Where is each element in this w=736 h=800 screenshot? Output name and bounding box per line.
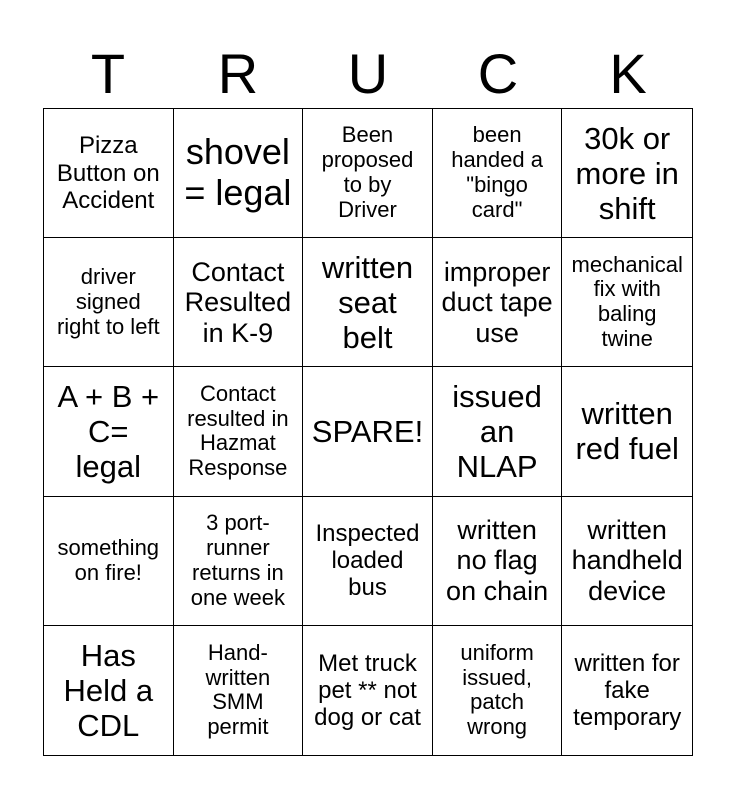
cell-text: written no flag on chain bbox=[446, 514, 549, 606]
bingo-cell-r5c5[interactable] bbox=[562, 626, 692, 755]
cell-text: driver signed right to left bbox=[56, 264, 160, 339]
bingo-cell-r2c3[interactable] bbox=[303, 238, 433, 367]
bingo-cell-r4c2[interactable] bbox=[174, 497, 304, 626]
cell-text: Hand- written SMM permit bbox=[205, 639, 271, 740]
cell-text: SPARE! bbox=[311, 413, 424, 449]
bingo-cell-r1c3[interactable] bbox=[303, 109, 433, 238]
bingo-cell-r4c1[interactable] bbox=[44, 497, 174, 626]
bingo-cell-r5c2[interactable] bbox=[174, 626, 304, 755]
header-letter-t: T bbox=[90, 42, 126, 105]
cell-text: written for fake temporary bbox=[573, 649, 682, 731]
cell-text: Been proposed to by Driver bbox=[321, 122, 414, 222]
bingo-cell-r3c5[interactable] bbox=[562, 367, 692, 496]
cell-text: A + B + C= legal bbox=[57, 378, 160, 484]
bingo-cell-r4c5[interactable] bbox=[562, 497, 692, 626]
bingo-cell-r5c4[interactable] bbox=[433, 626, 563, 755]
bingo-cell-r1c2[interactable] bbox=[174, 109, 304, 238]
cell-text: Contact Resulted in K-9 bbox=[184, 256, 292, 348]
cell-text: Inspected loaded bus bbox=[315, 520, 420, 602]
bingo-header bbox=[43, 40, 693, 108]
header-letter-k: K bbox=[609, 42, 647, 105]
cell-text: something on fire! bbox=[57, 534, 160, 585]
bingo-cell-r3c4[interactable] bbox=[433, 367, 563, 496]
bingo-cell-r2c2[interactable] bbox=[174, 238, 304, 367]
bingo-cell-r2c5[interactable] bbox=[562, 238, 692, 367]
bingo-cell-r1c1[interactable] bbox=[44, 109, 174, 238]
bingo-cell-r5c1[interactable] bbox=[44, 626, 174, 755]
cell-text: written handheld device bbox=[571, 514, 683, 606]
cell-text: written red fuel bbox=[575, 396, 679, 467]
bingo-cell-r4c3[interactable] bbox=[303, 497, 433, 626]
cell-text: 3 port- runner returns in one week bbox=[190, 509, 285, 610]
cell-text: been handed a "bingo card" bbox=[451, 122, 543, 222]
header-letter-r: R bbox=[217, 42, 259, 105]
cell-text: 30k or more in shift bbox=[575, 120, 679, 226]
bingo-cell-r2c1[interactable] bbox=[44, 238, 174, 367]
cell-text: improper duct tape use bbox=[441, 256, 553, 348]
cell-text: issued an NLAP bbox=[452, 378, 542, 484]
bingo-cell-r3c3-free[interactable] bbox=[303, 367, 433, 496]
cell-text: uniform issued, patch wrong bbox=[460, 639, 534, 740]
header-letter-c: C bbox=[477, 42, 519, 105]
cell-text: written seat belt bbox=[321, 249, 414, 355]
bingo-cell-r5c3[interactable] bbox=[303, 626, 433, 755]
bingo-cell-r1c5[interactable] bbox=[562, 109, 692, 238]
cell-text: Pizza Button on Accident bbox=[56, 132, 160, 214]
bingo-cell-r4c4[interactable] bbox=[433, 497, 563, 626]
cell-text: shovel = legal bbox=[184, 131, 292, 214]
cell-text: Has Held a CDL bbox=[63, 637, 154, 743]
bingo-cell-r1c4[interactable] bbox=[433, 109, 563, 238]
bingo-cell-r3c1[interactable] bbox=[44, 367, 174, 496]
cell-text: mechanical fix with baling twine bbox=[571, 251, 683, 352]
bingo-cell-r3c2[interactable] bbox=[174, 367, 304, 496]
bingo-cell-r2c4[interactable] bbox=[433, 238, 563, 367]
bingo-grid bbox=[43, 108, 693, 756]
cell-text: Met truck pet ** not dog or cat bbox=[314, 649, 421, 731]
cell-text: Contact resulted in Hazmat Response bbox=[187, 380, 289, 481]
header-letter-u: U bbox=[347, 42, 389, 105]
